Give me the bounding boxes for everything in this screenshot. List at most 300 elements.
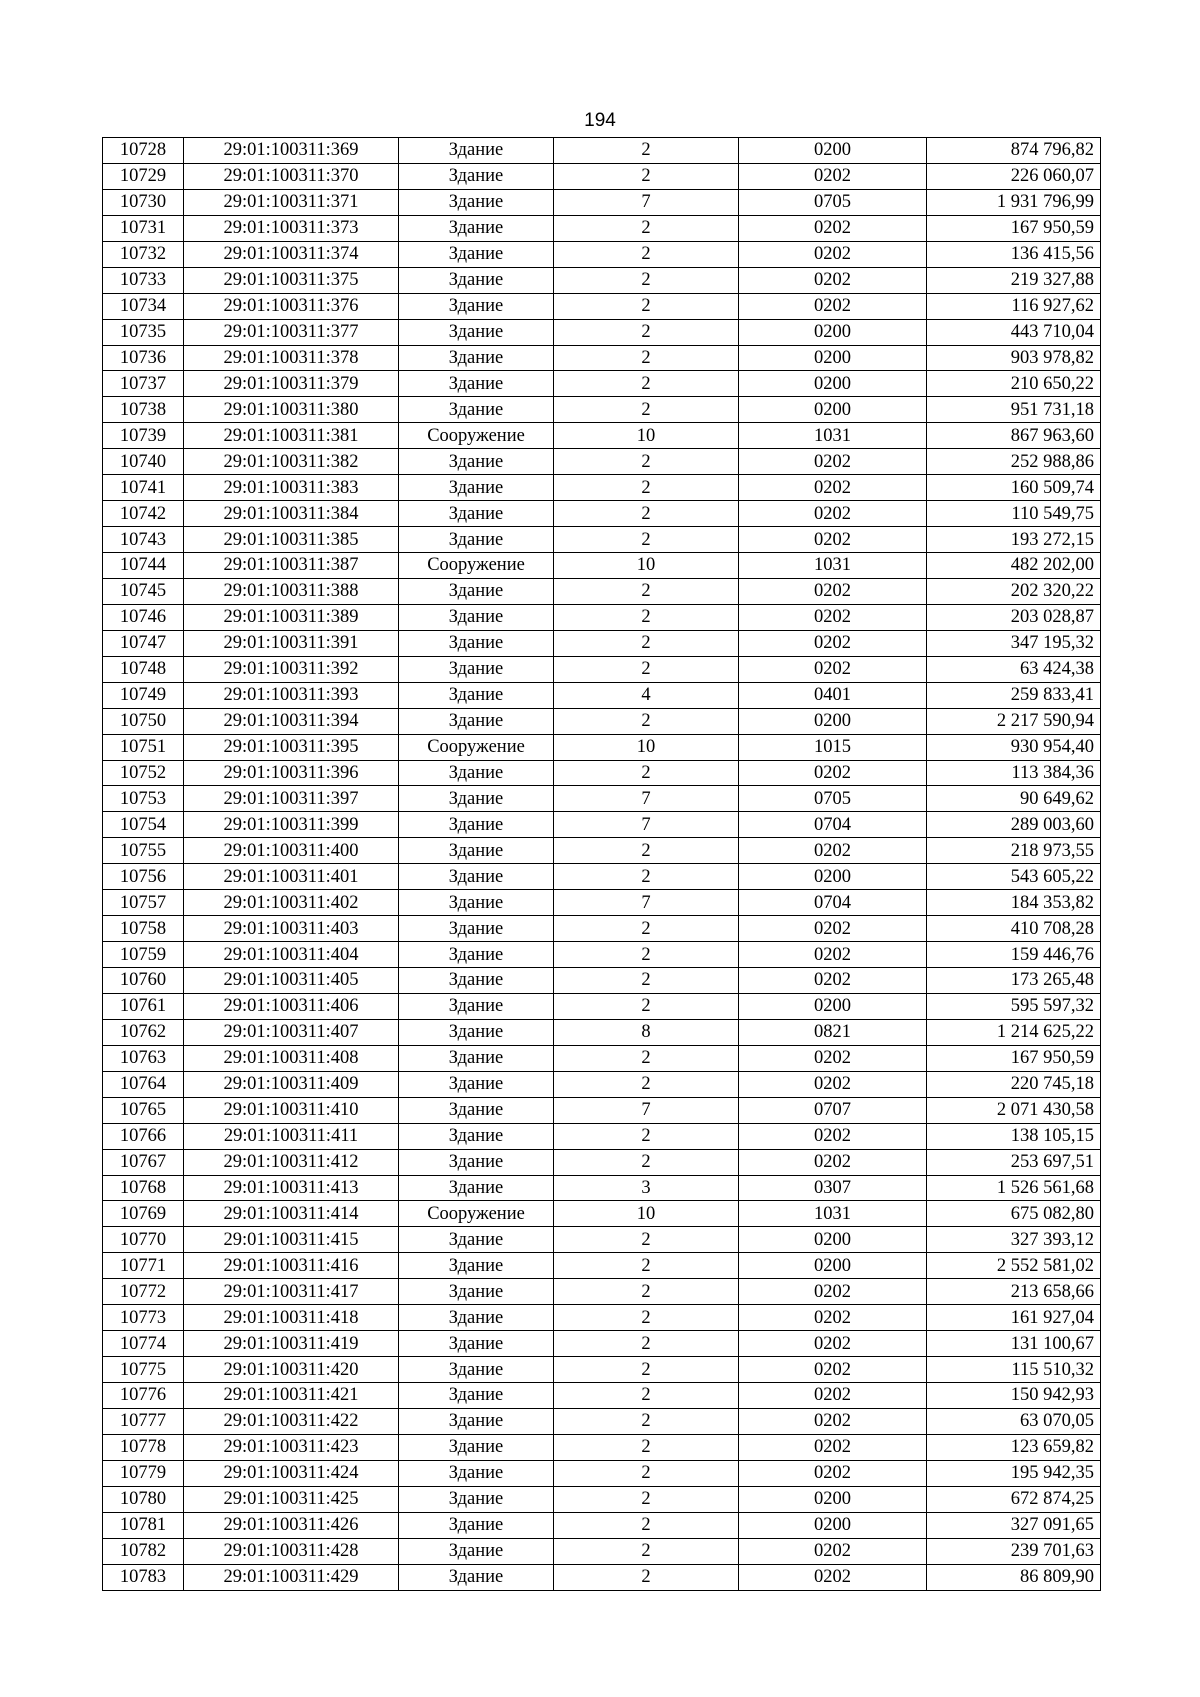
code-cell: 0707 xyxy=(739,1097,927,1123)
object-type-cell: Здание xyxy=(399,1486,554,1512)
cadastral-value-cell: 63 070,05 xyxy=(927,1408,1101,1434)
cadastral-number-cell: 29:01:100311:410 xyxy=(184,1097,399,1123)
row-number-cell: 10742 xyxy=(103,501,184,527)
cadastral-number-cell: 29:01:100311:429 xyxy=(184,1564,399,1590)
code-cell: 0202 xyxy=(739,1071,927,1097)
group-cell: 2 xyxy=(554,138,739,164)
code-cell: 0704 xyxy=(739,890,927,916)
table-row xyxy=(103,604,1101,630)
object-type-cell: Здание xyxy=(399,1512,554,1538)
cadastral-number-cell: 29:01:100311:397 xyxy=(184,786,399,812)
group-cell: 10 xyxy=(554,553,739,579)
cadastral-number-cell: 29:01:100311:402 xyxy=(184,890,399,916)
code-cell: 0401 xyxy=(739,682,927,708)
cadastral-value-cell: 113 384,36 xyxy=(927,760,1101,786)
object-type-cell: Сооружение xyxy=(399,734,554,760)
table-row xyxy=(103,838,1101,864)
table-row xyxy=(103,1175,1101,1201)
row-number-cell: 10743 xyxy=(103,527,184,553)
group-cell: 7 xyxy=(554,890,739,916)
row-number-cell: 10765 xyxy=(103,1097,184,1123)
cadastral-value-cell: 930 954,40 xyxy=(927,734,1101,760)
table-row xyxy=(103,1045,1101,1071)
cadastral-value-cell: 903 978,82 xyxy=(927,345,1101,371)
object-type-cell: Здание xyxy=(399,1097,554,1123)
cadastral-number-cell: 29:01:100311:420 xyxy=(184,1357,399,1383)
cadastral-number-cell: 29:01:100311:385 xyxy=(184,527,399,553)
table-row xyxy=(103,371,1101,397)
table-row xyxy=(103,890,1101,916)
code-cell: 0200 xyxy=(739,345,927,371)
cadastral-value-cell: 2 071 430,58 xyxy=(927,1097,1101,1123)
group-cell: 2 xyxy=(554,838,739,864)
row-number-cell: 10750 xyxy=(103,708,184,734)
cadastral-number-cell: 29:01:100311:377 xyxy=(184,319,399,345)
code-cell: 0202 xyxy=(739,604,927,630)
cadastral-number-cell: 29:01:100311:392 xyxy=(184,656,399,682)
row-number-cell: 10780 xyxy=(103,1486,184,1512)
row-number-cell: 10768 xyxy=(103,1175,184,1201)
group-cell: 2 xyxy=(554,916,739,942)
table-row xyxy=(103,1564,1101,1590)
group-cell: 2 xyxy=(554,319,739,345)
table-row xyxy=(103,708,1101,734)
table-row xyxy=(103,682,1101,708)
group-cell: 2 xyxy=(554,241,739,267)
object-type-cell: Здание xyxy=(399,1408,554,1434)
row-number-cell: 10778 xyxy=(103,1434,184,1460)
row-number-cell: 10779 xyxy=(103,1460,184,1486)
code-cell: 0200 xyxy=(739,319,927,345)
table-row xyxy=(103,163,1101,189)
row-number-cell: 10737 xyxy=(103,371,184,397)
code-cell: 0200 xyxy=(739,371,927,397)
cadastral-value-cell: 160 509,74 xyxy=(927,475,1101,501)
cadastral-value-cell: 193 272,15 xyxy=(927,527,1101,553)
cadastral-value-cell: 159 446,76 xyxy=(927,942,1101,968)
object-type-cell: Здание xyxy=(399,1123,554,1149)
cadastral-value-cell: 2 552 581,02 xyxy=(927,1253,1101,1279)
table-row xyxy=(103,449,1101,475)
cadastral-number-cell: 29:01:100311:378 xyxy=(184,345,399,371)
table-row xyxy=(103,1071,1101,1097)
cadastral-value-cell: 226 060,07 xyxy=(927,163,1101,189)
group-cell: 2 xyxy=(554,293,739,319)
cadastral-number-cell: 29:01:100311:412 xyxy=(184,1149,399,1175)
group-cell: 8 xyxy=(554,1019,739,1045)
table-row xyxy=(103,1460,1101,1486)
cadastral-value-cell: 543 605,22 xyxy=(927,864,1101,890)
row-number-cell: 10777 xyxy=(103,1408,184,1434)
group-cell: 2 xyxy=(554,578,739,604)
table-row xyxy=(103,1201,1101,1227)
code-cell: 0200 xyxy=(739,993,927,1019)
cadastral-number-cell: 29:01:100311:393 xyxy=(184,682,399,708)
object-type-cell: Здание xyxy=(399,682,554,708)
row-number-cell: 10757 xyxy=(103,890,184,916)
code-cell: 0202 xyxy=(739,501,927,527)
table-row xyxy=(103,578,1101,604)
group-cell: 2 xyxy=(554,1071,739,1097)
cadastral-number-cell: 29:01:100311:417 xyxy=(184,1279,399,1305)
table-row xyxy=(103,215,1101,241)
cadastral-number-cell: 29:01:100311:382 xyxy=(184,449,399,475)
cadastral-number-cell: 29:01:100311:374 xyxy=(184,241,399,267)
table-row xyxy=(103,1019,1101,1045)
registry-table-body xyxy=(103,138,1101,1591)
cadastral-value-cell: 115 510,32 xyxy=(927,1357,1101,1383)
group-cell: 2 xyxy=(554,1045,739,1071)
code-cell: 0202 xyxy=(739,1279,927,1305)
row-number-cell: 10755 xyxy=(103,838,184,864)
group-cell: 2 xyxy=(554,1279,739,1305)
cadastral-number-cell: 29:01:100311:395 xyxy=(184,734,399,760)
group-cell: 2 xyxy=(554,475,739,501)
row-number-cell: 10751 xyxy=(103,734,184,760)
cadastral-number-cell: 29:01:100311:419 xyxy=(184,1331,399,1357)
group-cell: 2 xyxy=(554,501,739,527)
row-number-cell: 10739 xyxy=(103,423,184,449)
object-type-cell: Здание xyxy=(399,1175,554,1201)
object-type-cell: Здание xyxy=(399,241,554,267)
group-cell: 2 xyxy=(554,1564,739,1590)
page-number: 194 xyxy=(584,110,616,131)
row-number-cell: 10746 xyxy=(103,604,184,630)
object-type-cell: Здание xyxy=(399,293,554,319)
row-number-cell: 10735 xyxy=(103,319,184,345)
code-cell: 0202 xyxy=(739,1383,927,1409)
table-row xyxy=(103,968,1101,994)
code-cell: 0202 xyxy=(739,1123,927,1149)
code-cell: 0202 xyxy=(739,760,927,786)
group-cell: 2 xyxy=(554,527,739,553)
object-type-cell: Сооружение xyxy=(399,423,554,449)
object-type-cell: Здание xyxy=(399,864,554,890)
object-type-cell: Здание xyxy=(399,1538,554,1564)
cadastral-value-cell: 219 327,88 xyxy=(927,267,1101,293)
cadastral-value-cell: 347 195,32 xyxy=(927,630,1101,656)
cadastral-number-cell: 29:01:100311:405 xyxy=(184,968,399,994)
table-row xyxy=(103,656,1101,682)
property-registry-table xyxy=(102,137,1101,1591)
row-number-cell: 10747 xyxy=(103,630,184,656)
table-row xyxy=(103,1512,1101,1538)
cadastral-value-cell: 253 697,51 xyxy=(927,1149,1101,1175)
object-type-cell: Здание xyxy=(399,656,554,682)
group-cell: 7 xyxy=(554,786,739,812)
cadastral-number-cell: 29:01:100311:407 xyxy=(184,1019,399,1045)
row-number-cell: 10734 xyxy=(103,293,184,319)
table-row xyxy=(103,319,1101,345)
object-type-cell: Здание xyxy=(399,786,554,812)
code-cell: 0202 xyxy=(739,1305,927,1331)
object-type-cell: Здание xyxy=(399,267,554,293)
cadastral-number-cell: 29:01:100311:391 xyxy=(184,630,399,656)
group-cell: 2 xyxy=(554,864,739,890)
code-cell: 1015 xyxy=(739,734,927,760)
cadastral-number-cell: 29:01:100311:370 xyxy=(184,163,399,189)
table-row xyxy=(103,1123,1101,1149)
code-cell: 0200 xyxy=(739,708,927,734)
cadastral-number-cell: 29:01:100311:375 xyxy=(184,267,399,293)
cadastral-number-cell: 29:01:100311:411 xyxy=(184,1123,399,1149)
object-type-cell: Здание xyxy=(399,501,554,527)
cadastral-number-cell: 29:01:100311:399 xyxy=(184,812,399,838)
cadastral-value-cell: 220 745,18 xyxy=(927,1071,1101,1097)
row-number-cell: 10759 xyxy=(103,942,184,968)
object-type-cell: Здание xyxy=(399,1019,554,1045)
cadastral-value-cell: 213 658,66 xyxy=(927,1279,1101,1305)
group-cell: 4 xyxy=(554,682,739,708)
cadastral-value-cell: 218 973,55 xyxy=(927,838,1101,864)
table-row xyxy=(103,1331,1101,1357)
cadastral-number-cell: 29:01:100311:406 xyxy=(184,993,399,1019)
code-cell: 0200 xyxy=(739,1253,927,1279)
table-row xyxy=(103,293,1101,319)
code-cell: 0202 xyxy=(739,449,927,475)
group-cell: 2 xyxy=(554,1227,739,1253)
group-cell: 2 xyxy=(554,1383,739,1409)
table-row xyxy=(103,501,1101,527)
cadastral-number-cell: 29:01:100311:414 xyxy=(184,1201,399,1227)
code-cell: 0202 xyxy=(739,656,927,682)
cadastral-number-cell: 29:01:100311:404 xyxy=(184,942,399,968)
row-number-cell: 10766 xyxy=(103,1123,184,1149)
cadastral-number-cell: 29:01:100311:426 xyxy=(184,1512,399,1538)
code-cell: 0200 xyxy=(739,1227,927,1253)
code-cell: 0202 xyxy=(739,942,927,968)
row-number-cell: 10773 xyxy=(103,1305,184,1331)
table-row xyxy=(103,423,1101,449)
table-row xyxy=(103,397,1101,423)
cadastral-value-cell: 327 091,65 xyxy=(927,1512,1101,1538)
cadastral-number-cell: 29:01:100311:421 xyxy=(184,1383,399,1409)
row-number-cell: 10781 xyxy=(103,1512,184,1538)
cadastral-value-cell: 203 028,87 xyxy=(927,604,1101,630)
row-number-cell: 10770 xyxy=(103,1227,184,1253)
object-type-cell: Сооружение xyxy=(399,1201,554,1227)
row-number-cell: 10745 xyxy=(103,578,184,604)
cadastral-number-cell: 29:01:100311:371 xyxy=(184,189,399,215)
group-cell: 2 xyxy=(554,1512,739,1538)
cadastral-value-cell: 1 214 625,22 xyxy=(927,1019,1101,1045)
code-cell: 0202 xyxy=(739,1357,927,1383)
table-row xyxy=(103,1357,1101,1383)
row-number-cell: 10760 xyxy=(103,968,184,994)
code-cell: 0202 xyxy=(739,267,927,293)
code-cell: 0202 xyxy=(739,1149,927,1175)
code-cell: 0202 xyxy=(739,215,927,241)
cadastral-number-cell: 29:01:100311:383 xyxy=(184,475,399,501)
object-type-cell: Здание xyxy=(399,215,554,241)
row-number-cell: 10730 xyxy=(103,189,184,215)
code-cell: 0202 xyxy=(739,916,927,942)
cadastral-value-cell: 136 415,56 xyxy=(927,241,1101,267)
cadastral-value-cell: 110 549,75 xyxy=(927,501,1101,527)
cadastral-value-cell: 116 927,62 xyxy=(927,293,1101,319)
row-number-cell: 10754 xyxy=(103,812,184,838)
table-row xyxy=(103,527,1101,553)
row-number-cell: 10731 xyxy=(103,215,184,241)
object-type-cell: Здание xyxy=(399,475,554,501)
cadastral-value-cell: 867 963,60 xyxy=(927,423,1101,449)
row-number-cell: 10736 xyxy=(103,345,184,371)
group-cell: 2 xyxy=(554,215,739,241)
object-type-cell: Здание xyxy=(399,578,554,604)
cadastral-number-cell: 29:01:100311:400 xyxy=(184,838,399,864)
code-cell: 0202 xyxy=(739,293,927,319)
cadastral-value-cell: 289 003,60 xyxy=(927,812,1101,838)
code-cell: 1031 xyxy=(739,1201,927,1227)
cadastral-number-cell: 29:01:100311:380 xyxy=(184,397,399,423)
row-number-cell: 10753 xyxy=(103,786,184,812)
table-row xyxy=(103,734,1101,760)
group-cell: 2 xyxy=(554,1538,739,1564)
code-cell: 0202 xyxy=(739,1408,927,1434)
cadastral-value-cell: 131 100,67 xyxy=(927,1331,1101,1357)
object-type-cell: Здание xyxy=(399,1357,554,1383)
row-number-cell: 10732 xyxy=(103,241,184,267)
row-number-cell: 10772 xyxy=(103,1279,184,1305)
object-type-cell: Здание xyxy=(399,1071,554,1097)
cadastral-number-cell: 29:01:100311:394 xyxy=(184,708,399,734)
cadastral-value-cell: 672 874,25 xyxy=(927,1486,1101,1512)
code-cell: 0202 xyxy=(739,1564,927,1590)
table-row xyxy=(103,1227,1101,1253)
object-type-cell: Здание xyxy=(399,1383,554,1409)
group-cell: 2 xyxy=(554,1357,739,1383)
table-row xyxy=(103,1149,1101,1175)
code-cell: 0307 xyxy=(739,1175,927,1201)
code-cell: 0202 xyxy=(739,241,927,267)
table-row xyxy=(103,864,1101,890)
cadastral-number-cell: 29:01:100311:389 xyxy=(184,604,399,630)
group-cell: 2 xyxy=(554,993,739,1019)
table-row xyxy=(103,553,1101,579)
row-number-cell: 10738 xyxy=(103,397,184,423)
row-number-cell: 10733 xyxy=(103,267,184,293)
code-cell: 1031 xyxy=(739,553,927,579)
cadastral-number-cell: 29:01:100311:401 xyxy=(184,864,399,890)
group-cell: 2 xyxy=(554,1305,739,1331)
table-row xyxy=(103,1097,1101,1123)
row-number-cell: 10749 xyxy=(103,682,184,708)
object-type-cell: Здание xyxy=(399,138,554,164)
object-type-cell: Здание xyxy=(399,630,554,656)
cadastral-number-cell: 29:01:100311:424 xyxy=(184,1460,399,1486)
row-number-cell: 10752 xyxy=(103,760,184,786)
row-number-cell: 10758 xyxy=(103,916,184,942)
cadastral-value-cell: 1 526 561,68 xyxy=(927,1175,1101,1201)
object-type-cell: Здание xyxy=(399,890,554,916)
cadastral-number-cell: 29:01:100311:415 xyxy=(184,1227,399,1253)
table-row xyxy=(103,1434,1101,1460)
cadastral-value-cell: 874 796,82 xyxy=(927,138,1101,164)
group-cell: 2 xyxy=(554,708,739,734)
object-type-cell: Здание xyxy=(399,189,554,215)
object-type-cell: Здание xyxy=(399,371,554,397)
code-cell: 0821 xyxy=(739,1019,927,1045)
object-type-cell: Здание xyxy=(399,812,554,838)
table-row xyxy=(103,1383,1101,1409)
code-cell: 0202 xyxy=(739,1331,927,1357)
cadastral-number-cell: 29:01:100311:408 xyxy=(184,1045,399,1071)
group-cell: 2 xyxy=(554,1123,739,1149)
group-cell: 10 xyxy=(554,734,739,760)
group-cell: 7 xyxy=(554,812,739,838)
row-number-cell: 10756 xyxy=(103,864,184,890)
object-type-cell: Здание xyxy=(399,968,554,994)
row-number-cell: 10783 xyxy=(103,1564,184,1590)
code-cell: 0202 xyxy=(739,838,927,864)
object-type-cell: Здание xyxy=(399,1149,554,1175)
code-cell: 0705 xyxy=(739,786,927,812)
cadastral-value-cell: 195 942,35 xyxy=(927,1460,1101,1486)
row-number-cell: 10767 xyxy=(103,1149,184,1175)
group-cell: 2 xyxy=(554,604,739,630)
object-type-cell: Здание xyxy=(399,1331,554,1357)
group-cell: 2 xyxy=(554,371,739,397)
object-type-cell: Здание xyxy=(399,397,554,423)
cadastral-value-cell: 90 649,62 xyxy=(927,786,1101,812)
group-cell: 2 xyxy=(554,345,739,371)
code-cell: 0200 xyxy=(739,1512,927,1538)
cadastral-value-cell: 482 202,00 xyxy=(927,553,1101,579)
object-type-cell: Здание xyxy=(399,916,554,942)
row-number-cell: 10769 xyxy=(103,1201,184,1227)
table-row xyxy=(103,1486,1101,1512)
code-cell: 0200 xyxy=(739,138,927,164)
group-cell: 2 xyxy=(554,1486,739,1512)
group-cell: 2 xyxy=(554,1331,739,1357)
row-number-cell: 10729 xyxy=(103,163,184,189)
table-row xyxy=(103,345,1101,371)
row-number-cell: 10782 xyxy=(103,1538,184,1564)
group-cell: 2 xyxy=(554,1149,739,1175)
object-type-cell: Здание xyxy=(399,1279,554,1305)
cadastral-number-cell: 29:01:100311:387 xyxy=(184,553,399,579)
code-cell: 0202 xyxy=(739,475,927,501)
table-row xyxy=(103,786,1101,812)
cadastral-value-cell: 595 597,32 xyxy=(927,993,1101,1019)
object-type-cell: Здание xyxy=(399,345,554,371)
object-type-cell: Здание xyxy=(399,1227,554,1253)
object-type-cell: Здание xyxy=(399,838,554,864)
cadastral-value-cell: 123 659,82 xyxy=(927,1434,1101,1460)
row-number-cell: 10771 xyxy=(103,1253,184,1279)
object-type-cell: Здание xyxy=(399,319,554,345)
cadastral-number-cell: 29:01:100311:409 xyxy=(184,1071,399,1097)
cadastral-value-cell: 167 950,59 xyxy=(927,1045,1101,1071)
cadastral-value-cell: 63 424,38 xyxy=(927,656,1101,682)
object-type-cell: Здание xyxy=(399,993,554,1019)
code-cell: 0202 xyxy=(739,968,927,994)
code-cell: 0202 xyxy=(739,578,927,604)
table-row xyxy=(103,916,1101,942)
cadastral-number-cell: 29:01:100311:413 xyxy=(184,1175,399,1201)
cadastral-value-cell: 410 708,28 xyxy=(927,916,1101,942)
cadastral-value-cell: 259 833,41 xyxy=(927,682,1101,708)
code-cell: 0202 xyxy=(739,1460,927,1486)
table-row xyxy=(103,1408,1101,1434)
row-number-cell: 10740 xyxy=(103,449,184,475)
cadastral-value-cell: 252 988,86 xyxy=(927,449,1101,475)
table-row xyxy=(103,630,1101,656)
group-cell: 3 xyxy=(554,1175,739,1201)
table-row xyxy=(103,993,1101,1019)
object-type-cell: Здание xyxy=(399,1253,554,1279)
object-type-cell: Здание xyxy=(399,449,554,475)
